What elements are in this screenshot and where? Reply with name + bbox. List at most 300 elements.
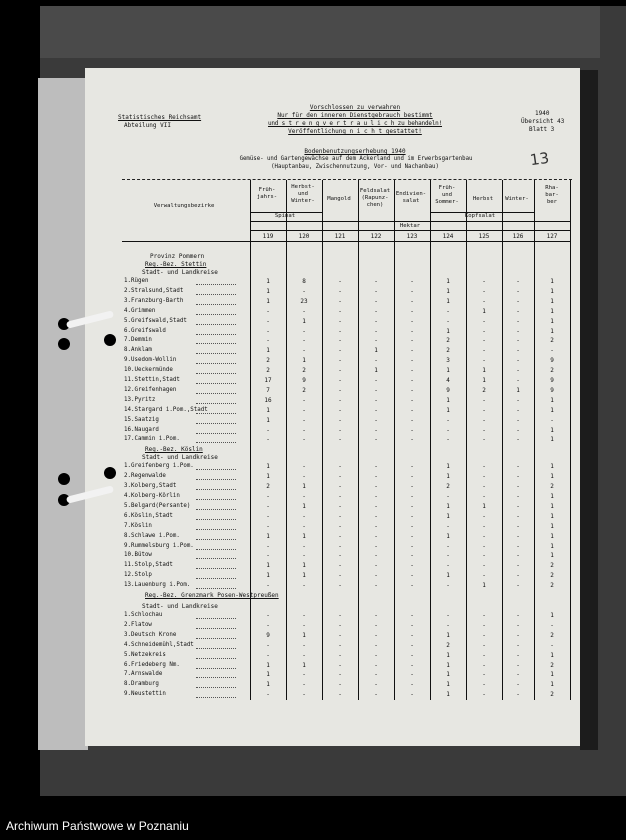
table-cell: - xyxy=(446,612,450,619)
leader-dots xyxy=(196,469,236,470)
table-cell: - xyxy=(302,416,306,424)
table-cell: - xyxy=(482,436,486,444)
table-cell: - xyxy=(338,473,342,481)
leader-dots xyxy=(196,284,236,285)
district-name: 3.Kolberg,Stadt xyxy=(124,483,177,490)
agency-department: Abteilung VII xyxy=(124,122,171,129)
table-cell: 1 xyxy=(550,436,554,444)
table-cell: - xyxy=(516,691,520,699)
table-cell: - xyxy=(410,691,414,699)
table-cell: - xyxy=(516,483,520,491)
table-cell: - xyxy=(516,502,520,510)
district-name: 6.Friedeberg Nm. xyxy=(124,661,180,668)
table-cell: - xyxy=(410,542,414,550)
table-cell: - xyxy=(266,436,270,444)
leader-dots xyxy=(196,628,236,629)
table-cell: - xyxy=(516,661,520,669)
table-cell: - xyxy=(482,357,486,365)
table-cell: - xyxy=(374,473,378,481)
table-cell: - xyxy=(374,552,378,560)
table-cell: 1 xyxy=(266,473,270,481)
punch-hole xyxy=(58,338,70,350)
table-cell: - xyxy=(410,582,414,590)
agency-name: Statistisches Reichsamt xyxy=(118,114,202,121)
table-cell: 1 xyxy=(446,512,450,520)
table-cell: - xyxy=(338,416,342,424)
table-cell: 2 xyxy=(266,357,270,365)
table-cell: - xyxy=(446,582,450,590)
table-cell: 1 xyxy=(550,493,554,500)
leader-dots xyxy=(196,314,236,315)
table-cell: - xyxy=(550,621,554,629)
leader-dots xyxy=(196,373,236,374)
table-cell: 1 xyxy=(550,522,554,530)
leader-dots xyxy=(196,442,236,443)
table-cell: - xyxy=(338,681,342,689)
table-cell: - xyxy=(516,287,520,295)
table-cell: 1 xyxy=(550,307,554,315)
table-cell: - xyxy=(338,297,342,305)
table-cell: - xyxy=(374,307,378,315)
table-cell: 1 xyxy=(446,287,450,295)
table-cell: - xyxy=(374,612,378,619)
table-cell: - xyxy=(374,621,378,629)
table-cell: - xyxy=(482,522,486,530)
district-name: 8.Dramburg xyxy=(124,681,159,688)
table-cell: 1 xyxy=(446,681,450,689)
table-cell: - xyxy=(482,426,486,434)
table-cell: - xyxy=(266,612,270,619)
table-cell: - xyxy=(482,463,486,471)
table-cell: - xyxy=(266,426,270,434)
punch-hole xyxy=(104,334,116,346)
column-header-125: Herbst xyxy=(472,196,494,202)
table-cell: - xyxy=(410,572,414,580)
table-cell: - xyxy=(410,661,414,669)
leader-dots xyxy=(196,687,236,688)
table-cell: 1 xyxy=(550,542,554,550)
table-cell: - xyxy=(482,337,486,345)
table-cell: - xyxy=(302,436,306,444)
table-cell: - xyxy=(338,612,342,619)
header-rule xyxy=(250,221,570,222)
leader-dots xyxy=(196,658,236,659)
district-name: 11.Stolp,Stadt xyxy=(124,562,173,569)
table-cell: - xyxy=(266,621,270,629)
column-number: 123 xyxy=(406,233,418,240)
table-cell: - xyxy=(374,386,378,394)
table-cell: - xyxy=(516,347,520,355)
table-cell: - xyxy=(410,483,414,491)
table-cell: - xyxy=(516,327,520,335)
district-name: 7.Demmin xyxy=(124,337,152,344)
leader-dots xyxy=(196,578,236,579)
table-cell: - xyxy=(338,483,342,491)
district-name: 5.Netzekreis xyxy=(124,651,166,658)
table-cell: - xyxy=(516,367,520,375)
table-cell: - xyxy=(338,493,342,500)
column-number: 121 xyxy=(334,233,346,240)
table-cell: - xyxy=(482,416,486,424)
column-header-124: Früh- und Sommer- xyxy=(435,185,459,205)
table-cell: 9 xyxy=(446,386,450,394)
leader-dots xyxy=(196,539,236,540)
table-cell: - xyxy=(410,671,414,679)
table-cell: - xyxy=(516,542,520,550)
table-cell: 1 xyxy=(446,278,450,285)
table-cell: 1 xyxy=(446,297,450,305)
table-cell: - xyxy=(338,562,342,570)
table-cell: - xyxy=(374,691,378,699)
table-cell: - xyxy=(516,278,520,285)
leader-dots xyxy=(196,668,236,669)
table-cell: - xyxy=(338,436,342,444)
column-header-120: Herbst- und Winter- xyxy=(291,184,315,204)
district-name: 1.Schlochau xyxy=(124,612,163,618)
table-cell: - xyxy=(410,552,414,560)
district-name: 8.Schlawe i.Pom. xyxy=(124,532,180,539)
binder-right-edge xyxy=(580,70,598,750)
table-cell: - xyxy=(482,278,486,285)
leader-dots xyxy=(196,549,236,550)
table-cell: - xyxy=(482,473,486,481)
district-name: 1.Rügen xyxy=(124,278,149,284)
table-cell: - xyxy=(410,473,414,481)
table-cell: - xyxy=(338,641,342,649)
province-heading: Provinz Pommern xyxy=(150,253,205,260)
table-cell: 23 xyxy=(300,297,308,305)
table-cell: - xyxy=(338,337,342,345)
table-cell: 1 xyxy=(446,463,450,471)
district-name: 5.Greifswald,Stadt xyxy=(124,317,187,324)
district-name: 1.Greifenberg i.Pom. xyxy=(124,463,194,470)
table-cell: 1 xyxy=(550,426,554,434)
table-cell: 2 xyxy=(550,562,554,570)
confidential-line-4: Veröffentlichung n i c h t gestattet! xyxy=(288,128,422,135)
leader-dots xyxy=(196,638,236,639)
confidential-line-3: und s t r e n g v e r t r a u l i c h zu behandeln! xyxy=(267,120,443,127)
table-cell: 2 xyxy=(550,483,554,491)
table-cell: 1 xyxy=(266,562,270,570)
table-cell: - xyxy=(374,542,378,550)
table-cell: - xyxy=(446,317,450,325)
table-cell: - xyxy=(482,493,486,500)
leader-dots xyxy=(196,648,236,649)
table-cell: 1 xyxy=(446,327,450,335)
header-rule xyxy=(250,230,570,231)
table-cell: - xyxy=(302,681,306,689)
table-cell: - xyxy=(516,493,520,500)
table-cell: - xyxy=(550,416,554,424)
district-name: 4.Grimmen xyxy=(124,307,156,314)
column-header-121: Mangold xyxy=(327,196,351,202)
table-cell: - xyxy=(266,641,270,649)
table-cell: - xyxy=(266,317,270,325)
table-cell: - xyxy=(446,493,450,500)
table-cell: - xyxy=(482,327,486,335)
table-cell: - xyxy=(516,582,520,590)
confidential-line-2: Nur für den inneren Dienstgebrauch bestimmt xyxy=(277,112,433,119)
table-cell: - xyxy=(482,483,486,491)
table-cell: - xyxy=(410,278,414,285)
table-cell: - xyxy=(374,502,378,510)
table-cell: - xyxy=(338,367,342,375)
table-cell: 1 xyxy=(266,463,270,471)
table-cell: 1 xyxy=(302,317,306,325)
district-name: 7.Köslin xyxy=(124,522,152,529)
table-cell: - xyxy=(410,396,414,404)
table-cell: 1 xyxy=(302,562,306,570)
leader-dots xyxy=(196,423,236,424)
column-number: 125 xyxy=(478,233,490,240)
binder-cover-top xyxy=(40,6,600,58)
table-cell: - xyxy=(302,691,306,699)
table-cell: - xyxy=(410,512,414,520)
table-cell: 1 xyxy=(266,681,270,689)
table-cell: - xyxy=(482,641,486,649)
table-cell: 7 xyxy=(266,386,270,394)
leader-dots xyxy=(196,489,236,490)
table-cell: - xyxy=(266,512,270,520)
table-cell: - xyxy=(482,562,486,570)
table-cell: - xyxy=(302,512,306,520)
table-cell: - xyxy=(302,347,306,355)
table-cell: - xyxy=(266,522,270,530)
leader-dots xyxy=(196,588,236,589)
column-rule xyxy=(322,180,323,700)
table-cell: - xyxy=(516,297,520,305)
table-cell: - xyxy=(410,377,414,384)
table-cell: 1 xyxy=(446,651,450,659)
table-cell: - xyxy=(374,651,378,659)
table-cell: 2 xyxy=(266,483,270,491)
table-cell: - xyxy=(338,386,342,394)
table-cell: - xyxy=(410,621,414,629)
table-cell: - xyxy=(516,572,520,580)
table-cell: - xyxy=(516,512,520,520)
table-cell: - xyxy=(482,631,486,639)
column-header-119: Früh- jahrs- xyxy=(256,187,278,200)
district-name: 16.Naugard xyxy=(124,426,159,433)
table-cell: 1 xyxy=(446,661,450,669)
table-cell: - xyxy=(302,426,306,434)
leader-dots xyxy=(196,363,236,364)
table-cell: 1 xyxy=(482,582,486,590)
table-cell: 1 xyxy=(302,532,306,540)
table-cell: - xyxy=(410,651,414,659)
table-cell: - xyxy=(516,436,520,444)
district-name: 6.Köslin,Stadt xyxy=(124,512,173,519)
table-cell: - xyxy=(482,552,486,560)
table-title: Bodenbenutzungserhebung 1940 xyxy=(304,148,406,155)
table-cell: - xyxy=(410,386,414,394)
table-cell: - xyxy=(482,691,486,699)
table-cell: - xyxy=(374,436,378,444)
table-cell: - xyxy=(338,396,342,404)
table-cell: 1 xyxy=(446,631,450,639)
table-cell: 2 xyxy=(302,367,306,375)
table-cell: - xyxy=(266,651,270,659)
punch-hole xyxy=(104,467,116,479)
table-cell: 2 xyxy=(446,337,450,345)
table-cell: - xyxy=(482,317,486,325)
table-cell: - xyxy=(410,416,414,424)
table-cell: - xyxy=(374,681,378,689)
table-cell: 9 xyxy=(550,377,554,384)
table-cell: 1 xyxy=(266,287,270,295)
district-name: 2.Stralsund,Stadt xyxy=(124,287,184,294)
table-cell: 1 xyxy=(266,278,270,285)
table-cell: - xyxy=(410,317,414,325)
table-cell: - xyxy=(516,377,520,384)
table-cell: - xyxy=(446,552,450,560)
table-cell: - xyxy=(446,621,450,629)
leader-dots xyxy=(196,568,236,569)
district-name: 17.Cammin i.Pom. xyxy=(124,436,180,443)
leader-dots xyxy=(196,509,236,510)
table-cell: - xyxy=(374,426,378,434)
table-cell: - xyxy=(374,416,378,424)
leader-dots xyxy=(196,334,236,335)
district-name: 15.Saatzig xyxy=(124,416,159,423)
leader-dots xyxy=(196,558,236,559)
column-rule xyxy=(358,180,359,700)
district-name: 13.Lauenburg i.Pom. xyxy=(124,582,191,589)
table-cell: 1 xyxy=(482,502,486,510)
table-cell: - xyxy=(410,297,414,305)
table-cell: - xyxy=(302,473,306,481)
table-cell: 1 xyxy=(550,532,554,540)
table-cell: 1 xyxy=(482,307,486,315)
table-cell: - xyxy=(338,532,342,540)
table-cell: - xyxy=(302,612,306,619)
table-cell: - xyxy=(374,483,378,491)
table-cell: - xyxy=(410,612,414,619)
district-name: 8.Anklam xyxy=(124,347,152,354)
table-cell: - xyxy=(374,631,378,639)
binder-left-strip xyxy=(38,78,88,750)
table-cell: 1 xyxy=(266,297,270,305)
leader-dots xyxy=(196,393,236,394)
header-overview: Übersicht 43 xyxy=(521,118,565,125)
leader-dots xyxy=(196,677,236,678)
table-cell: 1 xyxy=(550,473,554,481)
table-cell: - xyxy=(516,552,520,560)
column-number: 126 xyxy=(512,233,524,240)
table-cell: - xyxy=(302,396,306,404)
district-name: 9.Usedom-Wollin xyxy=(124,357,177,364)
leader-dots xyxy=(196,324,236,325)
table-cell: - xyxy=(302,552,306,560)
district-name: 6.Greifswald xyxy=(124,327,166,334)
table-cell: - xyxy=(338,347,342,355)
column-rule xyxy=(534,180,535,700)
table-cell: - xyxy=(374,671,378,679)
table-cell: - xyxy=(266,502,270,510)
table-cell: 1 xyxy=(550,612,554,619)
table-cell: - xyxy=(482,671,486,679)
table-cell: 1 xyxy=(374,347,378,355)
header-sheet: Blatt 3 xyxy=(529,126,555,133)
table-cell: - xyxy=(410,522,414,530)
table-cell: 3 xyxy=(446,357,450,365)
table-cell: - xyxy=(482,681,486,689)
table-cell: - xyxy=(550,641,554,649)
table-cell: - xyxy=(266,337,270,345)
table-cell: - xyxy=(516,562,520,570)
table-cell: - xyxy=(516,307,520,315)
column-header-district: Verwaltungsbezirke xyxy=(153,203,215,209)
table-cell: - xyxy=(482,287,486,295)
table-cell: - xyxy=(446,416,450,424)
leader-dots xyxy=(196,618,236,619)
table-cell: 2 xyxy=(302,386,306,394)
table-cell: - xyxy=(550,347,554,355)
table-cell: - xyxy=(338,552,342,560)
district-name: 2.Regenwalde xyxy=(124,473,166,480)
table-cell: 1 xyxy=(446,572,450,580)
subregion-heading: Stadt- und Landkreise xyxy=(142,603,218,610)
table-cell: - xyxy=(482,661,486,669)
table-cell: - xyxy=(338,406,342,414)
table-cell: - xyxy=(338,572,342,580)
table-cell: - xyxy=(338,317,342,325)
table-cell: 1 xyxy=(266,532,270,540)
table-cell: - xyxy=(338,463,342,471)
table-cell: 1 xyxy=(550,681,554,689)
district-name: 9.Rummelsburg i.Pom. xyxy=(124,542,194,549)
table-cell: 2 xyxy=(446,347,450,355)
group-header-spinat: Spinat xyxy=(274,213,296,219)
table-cell: - xyxy=(410,436,414,444)
table-cell: - xyxy=(266,691,270,699)
table-cell: - xyxy=(338,621,342,629)
column-rule xyxy=(570,180,571,700)
table-cell: 1 xyxy=(550,671,554,679)
table-cell: - xyxy=(516,317,520,325)
table-cell: 1 xyxy=(266,572,270,580)
table-subtitle: Gemüse- und Gartengewächse auf dem Ackerland und im Erwerbsgartenbau xyxy=(239,156,473,162)
district-name: 5.Belgard(Persante) xyxy=(124,502,191,509)
district-name: 7.Arnswalde xyxy=(124,671,163,678)
table-cell: - xyxy=(374,582,378,590)
table-cell: 1 xyxy=(302,502,306,510)
table-cell: 2 xyxy=(482,386,486,394)
table-cell: 1 xyxy=(446,406,450,414)
table-cell: - xyxy=(482,512,486,520)
table-cell: 1 xyxy=(302,357,306,365)
table-cell: - xyxy=(338,661,342,669)
table-cell: - xyxy=(374,297,378,305)
table-cell: 1 xyxy=(550,396,554,404)
table-cell: - xyxy=(482,621,486,629)
table-cell: - xyxy=(516,671,520,679)
district-name: 3.Franzburg-Barth xyxy=(124,297,184,304)
region-heading: Reg.-Bez. Stettin xyxy=(145,261,207,268)
table-cell: - xyxy=(266,307,270,315)
table-cell: - xyxy=(374,522,378,530)
column-header-127: Rha- bar- ber xyxy=(545,185,559,205)
table-cell: 1 xyxy=(550,317,554,325)
table-cell: - xyxy=(410,287,414,295)
table-cell: - xyxy=(410,562,414,570)
leader-dots xyxy=(196,304,236,305)
table-cell: - xyxy=(482,572,486,580)
subregion-heading: Stadt- und Landkreise xyxy=(142,454,218,462)
table-cell: 2 xyxy=(446,483,450,491)
table-cell: 2 xyxy=(550,582,554,590)
table-cell: - xyxy=(410,641,414,649)
